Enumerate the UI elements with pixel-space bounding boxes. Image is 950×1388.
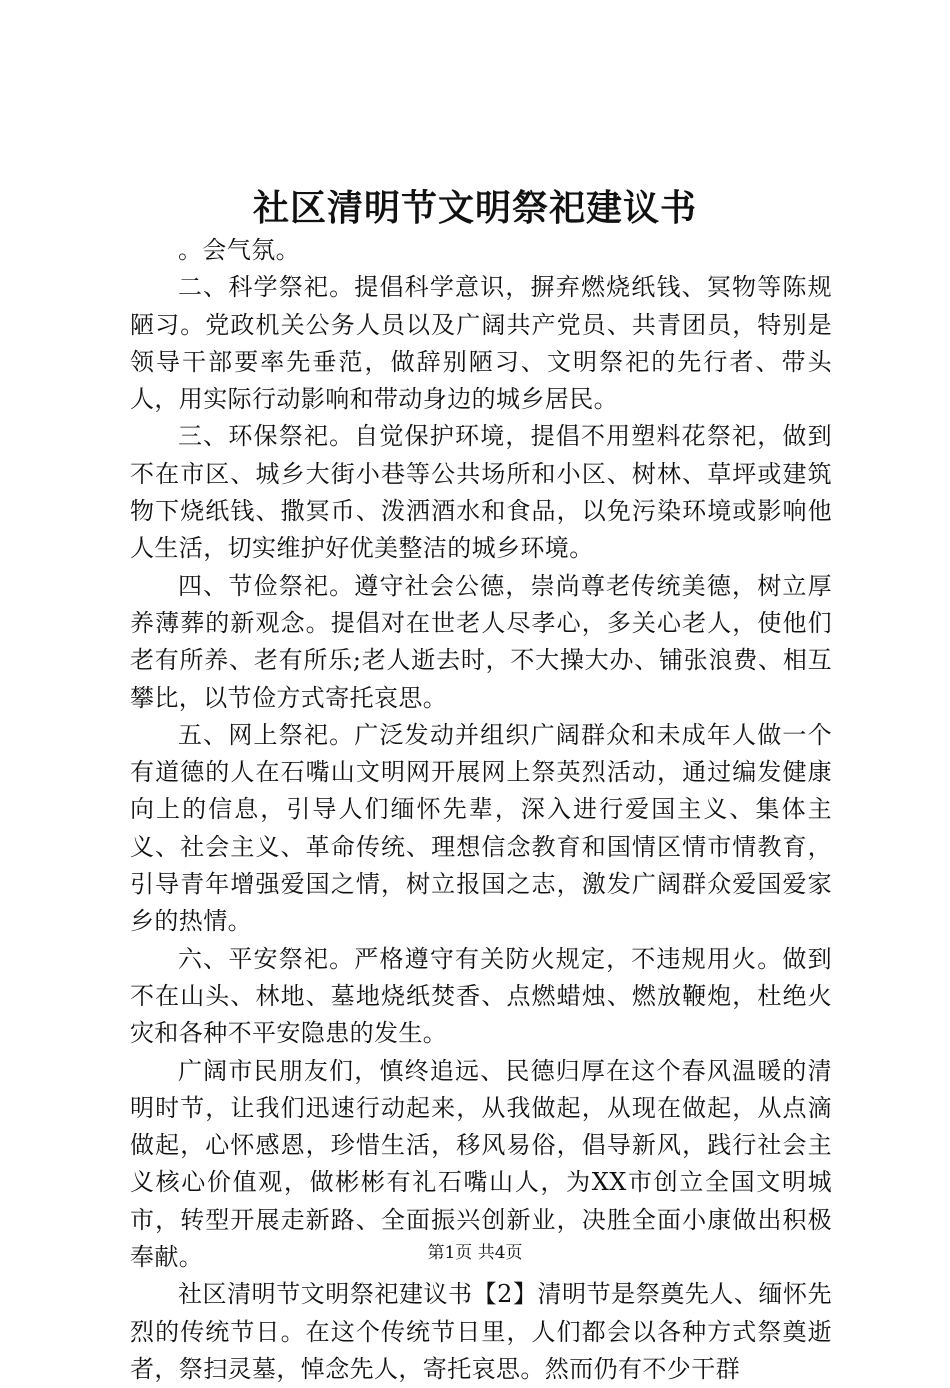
paragraph-intro: 。会气氛。 <box>178 236 300 264</box>
paragraph-appeal: 广阔市民朋友们，慎终追远、民德归厚在这个春风温暖的清明时节，让我们迅速行动起来，从我做起，从现在做起，从点滴做起，心怀感恩，珍惜生活，移风易俗，倡导新风，践行社会主义核心价值观，做彬彬有礼石嘴山人，为XX市创立全国文明城市，转型开展走新路、全面振兴创新业，决胜全面小康做出积极奉献。 <box>130 1056 832 1272</box>
paragraph-thrift: 四、节俭祭祀。遵守社会公德，崇尚尊老传统美德，树立厚养薄葬的新观念。提倡对在世老人尽孝心，多关心老人，使他们老有所养、老有所乐;老人逝去时，不大操大办、铺张浪费、相互攀比，以节俭方式寄托哀思。 <box>130 571 832 712</box>
paragraph-safety: 六、平安祭祀。严格遵守有关防火规定，不违规用火。做到不在山头、林地、墓地烧纸焚香、点燃蜡烛、燃放鞭炮，杜绝火灾和各种不平安隐患的发生。 <box>130 944 832 1048</box>
document-title: 社区清明节文明祭祀建议书 <box>252 187 697 229</box>
paragraph-proposal-2: 社区清明节文明祭祀建议书【2】清明节是祭奠先人、缅怀先烈的传统节日。在这个传统节日里，人们都会以各种方式祭奠逝者，祭扫灵墓，悼念先人，寄托哀思。然而仍有不少干群 <box>130 1280 832 1383</box>
paragraph-environment: 三、环保祭祀。自觉保护环境，提倡不用塑料花祭祀，做到不在市区、城乡大街小巷等公共场所和小区、树林、草坪或建筑物下烧纸钱、撒冥币、泼洒酒水和食品，以免污染环境或影响他人生活，切实维护好优美整洁的城乡环境。 <box>130 422 832 563</box>
page-number-footer: 第1页 共4页 <box>427 1243 523 1263</box>
paragraph-online: 五、网上祭祀。广泛发动并组织广阔群众和未成年人做一个有道德的人在石嘴山文明网开展网上祭英烈活动，通过编发健康向上的信息，引导人们缅怀先辈，深入进行爱国主义、集体主义、社会主义、革命传统、理想信念教育和国情区情市情教育，引导青年增强爱国之情，树立报国之志，激发广阔群众爱国爱家乡的热情。 <box>130 720 832 936</box>
paragraph-science: 二、科学祭祀。提倡科学意识，摒弃燃烧纸钱、冥物等陈规陋习。党政机关公务人员以及广阔共产党员、共青团员，特别是领导干部要率先垂范，做辞别陋习、文明祭祀的先行者、带头人，用实际行动影响和带动身边的城乡居民。 <box>130 273 832 414</box>
document-body <box>130 232 832 1388</box>
